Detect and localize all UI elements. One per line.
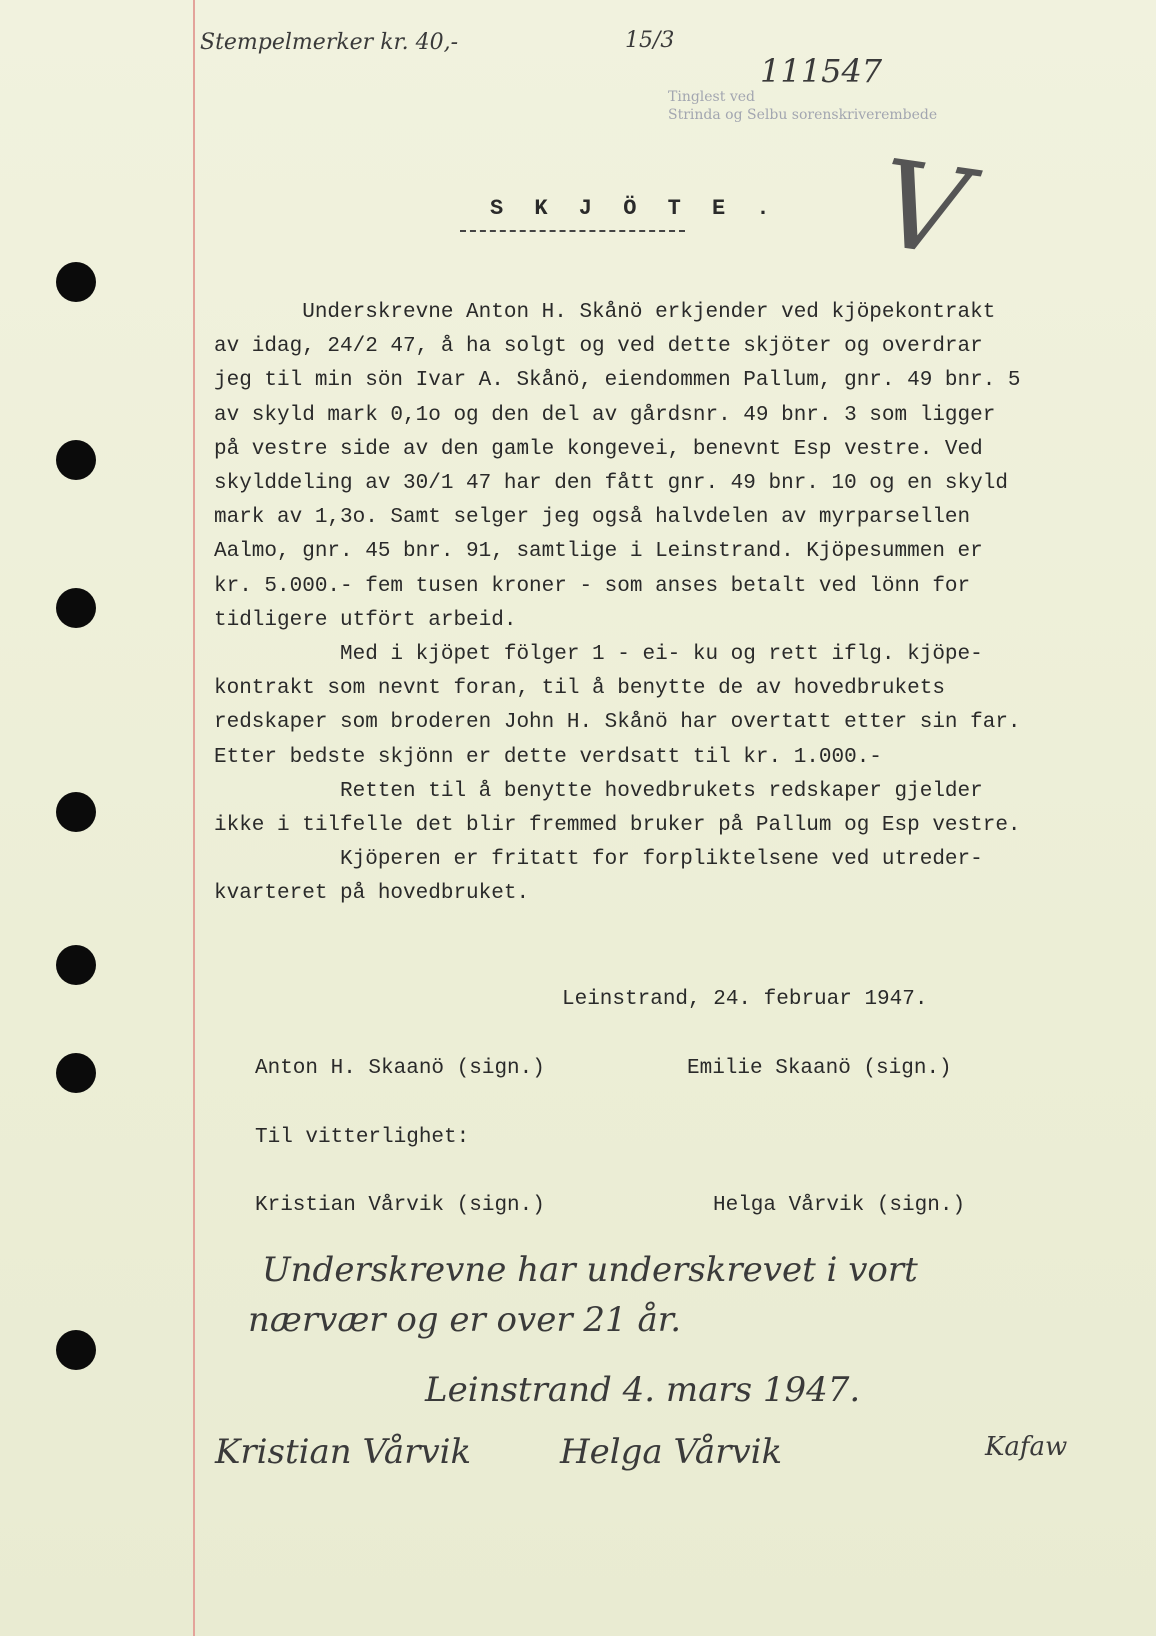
witness-label: Til vitterlighet: (255, 1126, 470, 1149)
body-line: av skyld mark 0,1o og den del av gårdsnr. 49 bnr. 3 som ligger (214, 403, 996, 427)
title-underline (460, 230, 685, 232)
punch-hole-icon (56, 1330, 96, 1370)
punch-hole-icon (56, 1053, 96, 1093)
body-line: redskaper som broderen John H. Skånö har overtatt etter sin far. (214, 711, 1021, 735)
body-line: tidligere utfört arbeid. (214, 608, 517, 632)
handwritten-witness-2: Helga Vårvik (560, 1432, 783, 1472)
margin-check-mark: V (870, 134, 976, 285)
office-stamp-line1: Tinglest ved (668, 89, 755, 105)
place-date: Leinstrand, 24. februar 1947. (562, 988, 928, 1011)
body-line: jeg til min sön Ivar A. Skånö, eiendommen Pallum, gnr. 49 bnr. 5 (214, 369, 1021, 393)
punch-hole-icon (56, 440, 96, 480)
body-line: Kjöperen er fritatt for forpliktelsene ved utreder- (214, 848, 983, 872)
body-line: kvarteret på hovedbruket. (214, 882, 530, 906)
handwritten-place-date: Leinstrand 4. mars 1947. (425, 1370, 861, 1410)
body-line: Etter bedste skjönn er dette verdsatt til kr. 1.000.- (214, 745, 882, 769)
registration-number: 111547 (760, 52, 883, 90)
body-line: ikke i tilfelle det blir fremmed bruker på Pallum og Esp vestre. (214, 814, 1021, 838)
body-line: Underskrevne Anton H. Skånö erkjender ved kjöpekontrakt (214, 301, 996, 324)
document-title: S K J Ö T E . (490, 196, 779, 221)
body-line: Med i kjöpet fölger 1 - ei- ku og rett iflg. kjöpe- (214, 643, 983, 667)
body-line: skylddeling av 30/1 47 har den fått gnr. 49 bnr. 10 og en skyld (214, 472, 1008, 496)
body-line: kontrakt som nevnt foran, til å benytte de av hovedbrukets (214, 677, 945, 701)
handwritten-note-line2: nærvær og er over 21 år. (248, 1300, 682, 1340)
handwritten-witness-1: Kristian Vårvik (215, 1432, 472, 1472)
punch-hole-icon (56, 262, 96, 302)
margin-line (193, 0, 195, 1636)
handwritten-note-line1: Underskrevne har underskrevet i vort (262, 1250, 918, 1290)
body-line: kr. 5.000.- fem tusen kroner - som anses betalt ved lönn for (214, 574, 971, 598)
date-mark: 15/3 (625, 28, 675, 53)
handwritten-initials: Kafaw (985, 1432, 1068, 1462)
punch-hole-icon (56, 588, 96, 628)
signer-1: Anton H. Skaanö (sign.) (255, 1057, 545, 1080)
punch-hole-icon (56, 945, 96, 985)
witness-1: Kristian Vårvik (sign.) (255, 1194, 545, 1217)
body-line: på vestre side av den gamle kongevei, benevnt Esp vestre. Ved (214, 437, 983, 461)
document-body (214, 296, 1114, 912)
office-stamp (668, 88, 937, 124)
signer-2: Emilie Skaanö (sign.) (687, 1057, 952, 1080)
witness-2: Helga Vårvik (sign.) (713, 1194, 966, 1217)
office-stamp-line2: Strinda og Selbu sorenskriverembede (668, 107, 938, 123)
body-line: Retten til å benytte hovedbrukets redskaper gjelder (214, 779, 983, 803)
body-line: av idag, 24/2 47, å ha solgt og ved dette skjöter og overdrar (214, 335, 983, 359)
body-line: mark av 1,3o. Samt selger jeg også halvdelen av myrparsellen (214, 506, 971, 530)
stamp-fee-note: Stempelmerker kr. 40,- (200, 30, 459, 55)
punch-hole-icon (56, 792, 96, 832)
body-line: Aalmo, gnr. 45 bnr. 91, samtlige i Leinstrand. Kjöpesummen er (214, 540, 983, 564)
